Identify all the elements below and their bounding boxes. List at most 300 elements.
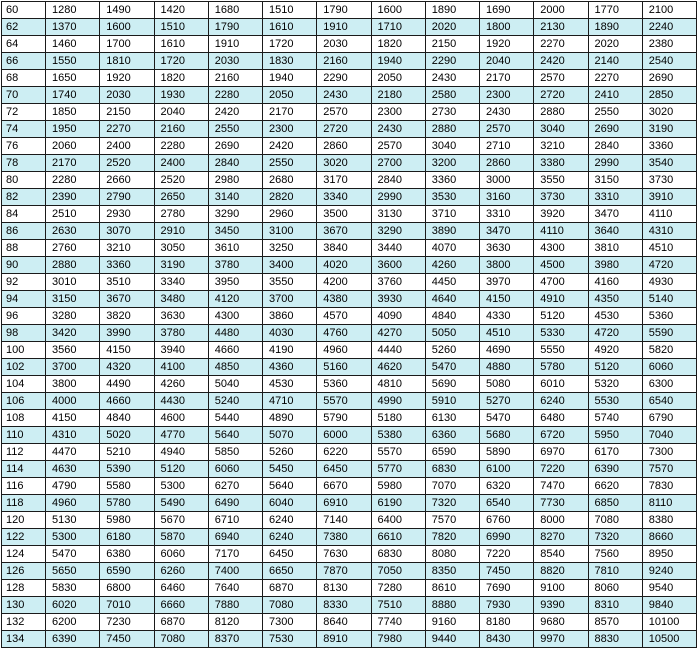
table-cell: 1910	[317, 19, 371, 36]
table-cell: 6490	[208, 495, 262, 512]
table-cell: 6610	[371, 529, 425, 546]
table-cell: 5050	[425, 325, 479, 342]
table-cell: 8180	[480, 614, 534, 631]
table-cell: 2030	[100, 87, 154, 104]
table-cell: 4110	[642, 206, 696, 223]
row-key-cell: 74	[2, 121, 46, 138]
table-cell: 10100	[642, 614, 696, 631]
table-cell: 5120	[534, 308, 588, 325]
table-cell: 8950	[642, 546, 696, 563]
table-row	[2, 53, 697, 70]
table-cell: 2790	[100, 189, 154, 206]
table-cell: 9100	[534, 580, 588, 597]
table-cell: 1510	[263, 2, 317, 19]
table-cell: 6380	[100, 546, 154, 563]
table-row	[2, 189, 697, 206]
table-cell: 7450	[480, 563, 534, 580]
table-row	[2, 325, 697, 342]
table-row	[2, 512, 697, 529]
table-cell: 6870	[263, 580, 317, 597]
table-cell: 7450	[100, 631, 154, 648]
table-cell: 2300	[480, 87, 534, 104]
table-cell: 5320	[588, 376, 642, 393]
table-cell: 3340	[317, 189, 371, 206]
table-cell: 3360	[425, 172, 479, 189]
row-key-cell: 126	[2, 563, 46, 580]
table-cell: 8310	[588, 597, 642, 614]
table-cell: 8640	[317, 614, 371, 631]
table-cell: 4990	[371, 393, 425, 410]
table-cell: 2990	[371, 189, 425, 206]
table-cell: 3040	[534, 121, 588, 138]
table-cell: 4310	[46, 427, 100, 444]
table-cell: 6450	[263, 546, 317, 563]
table-cell: 3500	[317, 206, 371, 223]
table-cell: 7830	[642, 478, 696, 495]
table-cell: 5690	[425, 376, 479, 393]
table-cell: 4660	[100, 393, 154, 410]
table-cell: 5870	[154, 529, 208, 546]
table-cell: 1920	[480, 36, 534, 53]
table-cell: 6760	[480, 512, 534, 529]
table-cell: 3290	[371, 223, 425, 240]
table-cell: 7170	[208, 546, 262, 563]
table-cell: 4720	[588, 325, 642, 342]
table-cell: 6660	[154, 597, 208, 614]
table-cell: 6670	[317, 478, 371, 495]
table-cell: 7510	[371, 597, 425, 614]
table-cell: 6240	[263, 512, 317, 529]
table-cell: 3040	[425, 138, 479, 155]
table-cell: 3070	[100, 223, 154, 240]
table-cell: 1420	[154, 2, 208, 19]
table-cell: 5530	[588, 393, 642, 410]
table-cell: 1790	[317, 2, 371, 19]
table-cell: 1610	[263, 19, 317, 36]
table-cell: 2100	[642, 2, 696, 19]
table-cell: 6260	[154, 563, 208, 580]
table-cell: 9160	[425, 614, 479, 631]
table-cell: 2860	[480, 155, 534, 172]
table-cell: 2780	[154, 206, 208, 223]
table-cell: 4120	[208, 291, 262, 308]
table-row	[2, 376, 697, 393]
table-cell: 4360	[263, 359, 317, 376]
table-cell: 6540	[480, 495, 534, 512]
table-cell: 6270	[208, 478, 262, 495]
table-cell: 2980	[208, 172, 262, 189]
table-cell: 2510	[46, 206, 100, 223]
table-cell: 4920	[588, 342, 642, 359]
table-cell: 4150	[46, 410, 100, 427]
table-cell: 6190	[371, 495, 425, 512]
table-cell: 3000	[480, 172, 534, 189]
table-cell: 6450	[317, 461, 371, 478]
table-cell: 5260	[263, 444, 317, 461]
table-cell: 4260	[425, 257, 479, 274]
table-cell: 3010	[46, 274, 100, 291]
table-cell: 4020	[317, 257, 371, 274]
row-key-cell: 128	[2, 580, 46, 597]
table-cell: 2660	[100, 172, 154, 189]
table-cell: 6130	[425, 410, 479, 427]
table-cell: 4530	[263, 376, 317, 393]
row-key-cell: 98	[2, 325, 46, 342]
table-cell: 5140	[642, 291, 696, 308]
table-row	[2, 257, 697, 274]
table-cell: 10500	[642, 631, 696, 648]
table-cell: 2380	[642, 36, 696, 53]
table-cell: 4790	[46, 478, 100, 495]
table-cell: 7080	[154, 631, 208, 648]
table-cell: 5680	[480, 427, 534, 444]
table-cell: 7630	[317, 546, 371, 563]
table-cell: 5980	[100, 512, 154, 529]
table-cell: 4310	[642, 223, 696, 240]
table-cell: 4150	[480, 291, 534, 308]
table-cell: 5850	[208, 444, 262, 461]
table-cell: 7220	[480, 546, 534, 563]
table-cell: 5780	[100, 495, 154, 512]
table-cell: 8380	[642, 512, 696, 529]
table-cell: 2710	[480, 138, 534, 155]
table-cell: 6000	[317, 427, 371, 444]
table-cell: 6180	[100, 529, 154, 546]
table-cell: 5300	[46, 529, 100, 546]
table-cell: 7300	[642, 444, 696, 461]
table-cell: 7530	[263, 631, 317, 648]
row-key-cell: 120	[2, 512, 46, 529]
table-row	[2, 563, 697, 580]
table-cell: 1510	[154, 19, 208, 36]
table-cell: 5270	[480, 393, 534, 410]
table-cell: 2040	[154, 104, 208, 121]
table-cell: 2410	[588, 87, 642, 104]
table-cell: 7280	[371, 580, 425, 597]
table-cell: 3440	[371, 240, 425, 257]
table-cell: 2880	[534, 104, 588, 121]
table-cell: 3470	[480, 223, 534, 240]
table-cell: 2720	[317, 121, 371, 138]
row-key-cell: 118	[2, 495, 46, 512]
table-cell: 2150	[425, 36, 479, 53]
table-cell: 5740	[588, 410, 642, 427]
table-cell: 1770	[588, 2, 642, 19]
table-cell: 4090	[371, 308, 425, 325]
table-cell: 4430	[154, 393, 208, 410]
table-cell: 6460	[154, 580, 208, 597]
table-cell: 3730	[534, 189, 588, 206]
table-cell: 4320	[100, 359, 154, 376]
table-cell: 6830	[425, 461, 479, 478]
table-row	[2, 19, 697, 36]
table-cell: 1940	[263, 70, 317, 87]
table-cell: 8910	[317, 631, 371, 648]
row-key-cell: 96	[2, 308, 46, 325]
table-cell: 1680	[208, 2, 262, 19]
table-cell: 7040	[642, 427, 696, 444]
table-cell: 3780	[208, 257, 262, 274]
table-cell: 8820	[534, 563, 588, 580]
table-row	[2, 240, 697, 257]
table-cell: 9840	[642, 597, 696, 614]
table-row	[2, 444, 697, 461]
table-cell: 2400	[100, 138, 154, 155]
table-cell: 1600	[371, 2, 425, 19]
table-cell: 7230	[100, 614, 154, 631]
table-cell: 4760	[317, 325, 371, 342]
row-key-cell: 88	[2, 240, 46, 257]
table-cell: 2280	[208, 87, 262, 104]
table-body	[2, 2, 697, 648]
table-cell: 6300	[642, 376, 696, 393]
table-cell: 1790	[208, 19, 262, 36]
table-cell: 4880	[480, 359, 534, 376]
table-row	[2, 2, 697, 19]
table-cell: 2300	[371, 104, 425, 121]
table-cell: 3800	[46, 376, 100, 393]
table-row	[2, 461, 697, 478]
table-cell: 5260	[425, 342, 479, 359]
row-key-cell: 76	[2, 138, 46, 155]
table-cell: 2960	[263, 206, 317, 223]
table-cell: 4720	[642, 257, 696, 274]
table-cell: 4300	[534, 240, 588, 257]
table-cell: 1710	[371, 19, 425, 36]
row-key-cell: 70	[2, 87, 46, 104]
table-cell: 3670	[100, 291, 154, 308]
table-cell: 2930	[100, 206, 154, 223]
table-cell: 6220	[317, 444, 371, 461]
table-cell: 7870	[317, 563, 371, 580]
table-cell: 6540	[642, 393, 696, 410]
table-cell: 5470	[480, 410, 534, 427]
table-cell: 4910	[534, 291, 588, 308]
table-cell: 8350	[425, 563, 479, 580]
table-cell: 5180	[371, 410, 425, 427]
table-cell: 1890	[425, 2, 479, 19]
table-row	[2, 393, 697, 410]
table-cell: 3480	[154, 291, 208, 308]
row-key-cell: 130	[2, 597, 46, 614]
row-key-cell: 112	[2, 444, 46, 461]
table-cell: 3310	[588, 189, 642, 206]
table-cell: 6040	[263, 495, 317, 512]
table-cell: 7730	[534, 495, 588, 512]
table-cell: 4450	[425, 274, 479, 291]
table-cell: 2850	[642, 87, 696, 104]
table-cell: 3140	[208, 189, 262, 206]
table-cell: 7640	[208, 580, 262, 597]
table-cell: 6200	[46, 614, 100, 631]
table-cell: 6060	[208, 461, 262, 478]
table-cell: 8080	[425, 546, 479, 563]
table-cell: 3970	[480, 274, 534, 291]
table-cell: 3360	[642, 138, 696, 155]
table-cell: 3640	[588, 223, 642, 240]
table-cell: 9540	[642, 580, 696, 597]
table-cell: 4160	[588, 274, 642, 291]
table-row	[2, 274, 697, 291]
table-cell: 8570	[588, 614, 642, 631]
table-cell: 8610	[425, 580, 479, 597]
table-cell: 1820	[371, 36, 425, 53]
table-cell: 3710	[425, 206, 479, 223]
table-cell: 5650	[46, 563, 100, 580]
table-cell: 7080	[588, 512, 642, 529]
row-key-cell: 122	[2, 529, 46, 546]
table-cell: 1700	[100, 36, 154, 53]
table-cell: 6010	[534, 376, 588, 393]
table-cell: 4030	[263, 325, 317, 342]
table-cell: 3540	[642, 155, 696, 172]
table-cell: 3280	[46, 308, 100, 325]
table-cell: 3190	[642, 121, 696, 138]
table-cell: 5910	[425, 393, 479, 410]
table-cell: 6060	[154, 546, 208, 563]
table-cell: 5330	[534, 325, 588, 342]
table-cell: 4470	[46, 444, 100, 461]
table-cell: 1610	[154, 36, 208, 53]
table-cell: 9390	[534, 597, 588, 614]
table-cell: 2570	[317, 104, 371, 121]
table-cell: 8880	[425, 597, 479, 614]
table-cell: 6170	[588, 444, 642, 461]
table-cell: 8130	[317, 580, 371, 597]
table-cell: 5780	[534, 359, 588, 376]
table-cell: 5470	[425, 359, 479, 376]
table-cell: 6870	[154, 614, 208, 631]
table-cell: 7930	[480, 597, 534, 614]
table-cell: 6320	[480, 478, 534, 495]
table-cell: 6850	[588, 495, 642, 512]
table-cell: 4440	[371, 342, 425, 359]
table-cell: 6990	[480, 529, 534, 546]
table-cell: 4620	[371, 359, 425, 376]
table-cell: 8060	[588, 580, 642, 597]
table-cell: 4480	[208, 325, 262, 342]
table-row	[2, 223, 697, 240]
table-cell: 6390	[46, 631, 100, 648]
table-row	[2, 70, 697, 87]
table-cell: 3840	[317, 240, 371, 257]
row-key-cell: 64	[2, 36, 46, 53]
table-cell: 3210	[534, 138, 588, 155]
table-cell: 2550	[588, 104, 642, 121]
table-cell: 2160	[317, 53, 371, 70]
table-cell: 2030	[208, 53, 262, 70]
table-cell: 1920	[100, 70, 154, 87]
table-cell: 5820	[642, 342, 696, 359]
table-cell: 5640	[263, 478, 317, 495]
table-cell: 5380	[371, 427, 425, 444]
table-row	[2, 291, 697, 308]
table-cell: 6940	[208, 529, 262, 546]
table-row	[2, 138, 697, 155]
table-cell: 4070	[425, 240, 479, 257]
row-key-cell: 116	[2, 478, 46, 495]
table-row	[2, 478, 697, 495]
table-cell: 5300	[154, 478, 208, 495]
table-cell: 7740	[371, 614, 425, 631]
table-row	[2, 359, 697, 376]
table-cell: 3940	[154, 342, 208, 359]
table-cell: 4490	[100, 376, 154, 393]
table-cell: 2720	[534, 87, 588, 104]
table-cell: 2880	[425, 121, 479, 138]
table-cell: 3200	[425, 155, 479, 172]
table-cell: 2840	[208, 155, 262, 172]
table-cell: 6590	[425, 444, 479, 461]
table-cell: 2840	[371, 172, 425, 189]
table-cell: 7070	[425, 478, 479, 495]
table-row	[2, 342, 697, 359]
table-row	[2, 172, 697, 189]
table-cell: 1600	[100, 19, 154, 36]
table-cell: 7080	[263, 597, 317, 614]
table-row	[2, 427, 697, 444]
table-cell: 8370	[208, 631, 262, 648]
table-cell: 3160	[480, 189, 534, 206]
table-cell: 4100	[154, 359, 208, 376]
table-cell: 7320	[425, 495, 479, 512]
table-cell: 3910	[642, 189, 696, 206]
table-cell: 4500	[534, 257, 588, 274]
table-cell: 6240	[534, 393, 588, 410]
table-cell: 9680	[534, 614, 588, 631]
table-cell: 4960	[317, 342, 371, 359]
table-cell: 6360	[425, 427, 479, 444]
table-row	[2, 87, 697, 104]
table-cell: 2400	[154, 155, 208, 172]
table-cell: 1720	[154, 53, 208, 70]
table-cell: 3630	[154, 308, 208, 325]
table-cell: 6800	[100, 580, 154, 597]
table-cell: 2050	[371, 70, 425, 87]
table-cell: 3150	[588, 172, 642, 189]
table-cell: 1280	[46, 2, 100, 19]
table-cell: 2730	[425, 104, 479, 121]
table-cell: 4960	[46, 495, 100, 512]
table-cell: 1940	[371, 53, 425, 70]
table-cell: 5070	[263, 427, 317, 444]
table-cell: 2630	[46, 223, 100, 240]
table-row	[2, 597, 697, 614]
table-cell: 2680	[263, 172, 317, 189]
table-cell: 4930	[642, 274, 696, 291]
table-cell: 2570	[480, 121, 534, 138]
table-cell: 4510	[642, 240, 696, 257]
table-cell: 6710	[208, 512, 262, 529]
table-cell: 1950	[46, 121, 100, 138]
table-cell: 6910	[317, 495, 371, 512]
table-cell: 2520	[154, 172, 208, 189]
table-cell: 3600	[371, 257, 425, 274]
table-cell: 3550	[534, 172, 588, 189]
table-cell: 2690	[208, 138, 262, 155]
table-cell: 7570	[642, 461, 696, 478]
row-key-cell: 90	[2, 257, 46, 274]
table-cell: 4640	[425, 291, 479, 308]
table-row	[2, 529, 697, 546]
table-cell: 2300	[263, 121, 317, 138]
table-cell: 3730	[642, 172, 696, 189]
table-cell: 4700	[534, 274, 588, 291]
table-cell: 3560	[46, 342, 100, 359]
table-cell: 3510	[100, 274, 154, 291]
table-cell: 4190	[263, 342, 317, 359]
table-cell: 4600	[154, 410, 208, 427]
